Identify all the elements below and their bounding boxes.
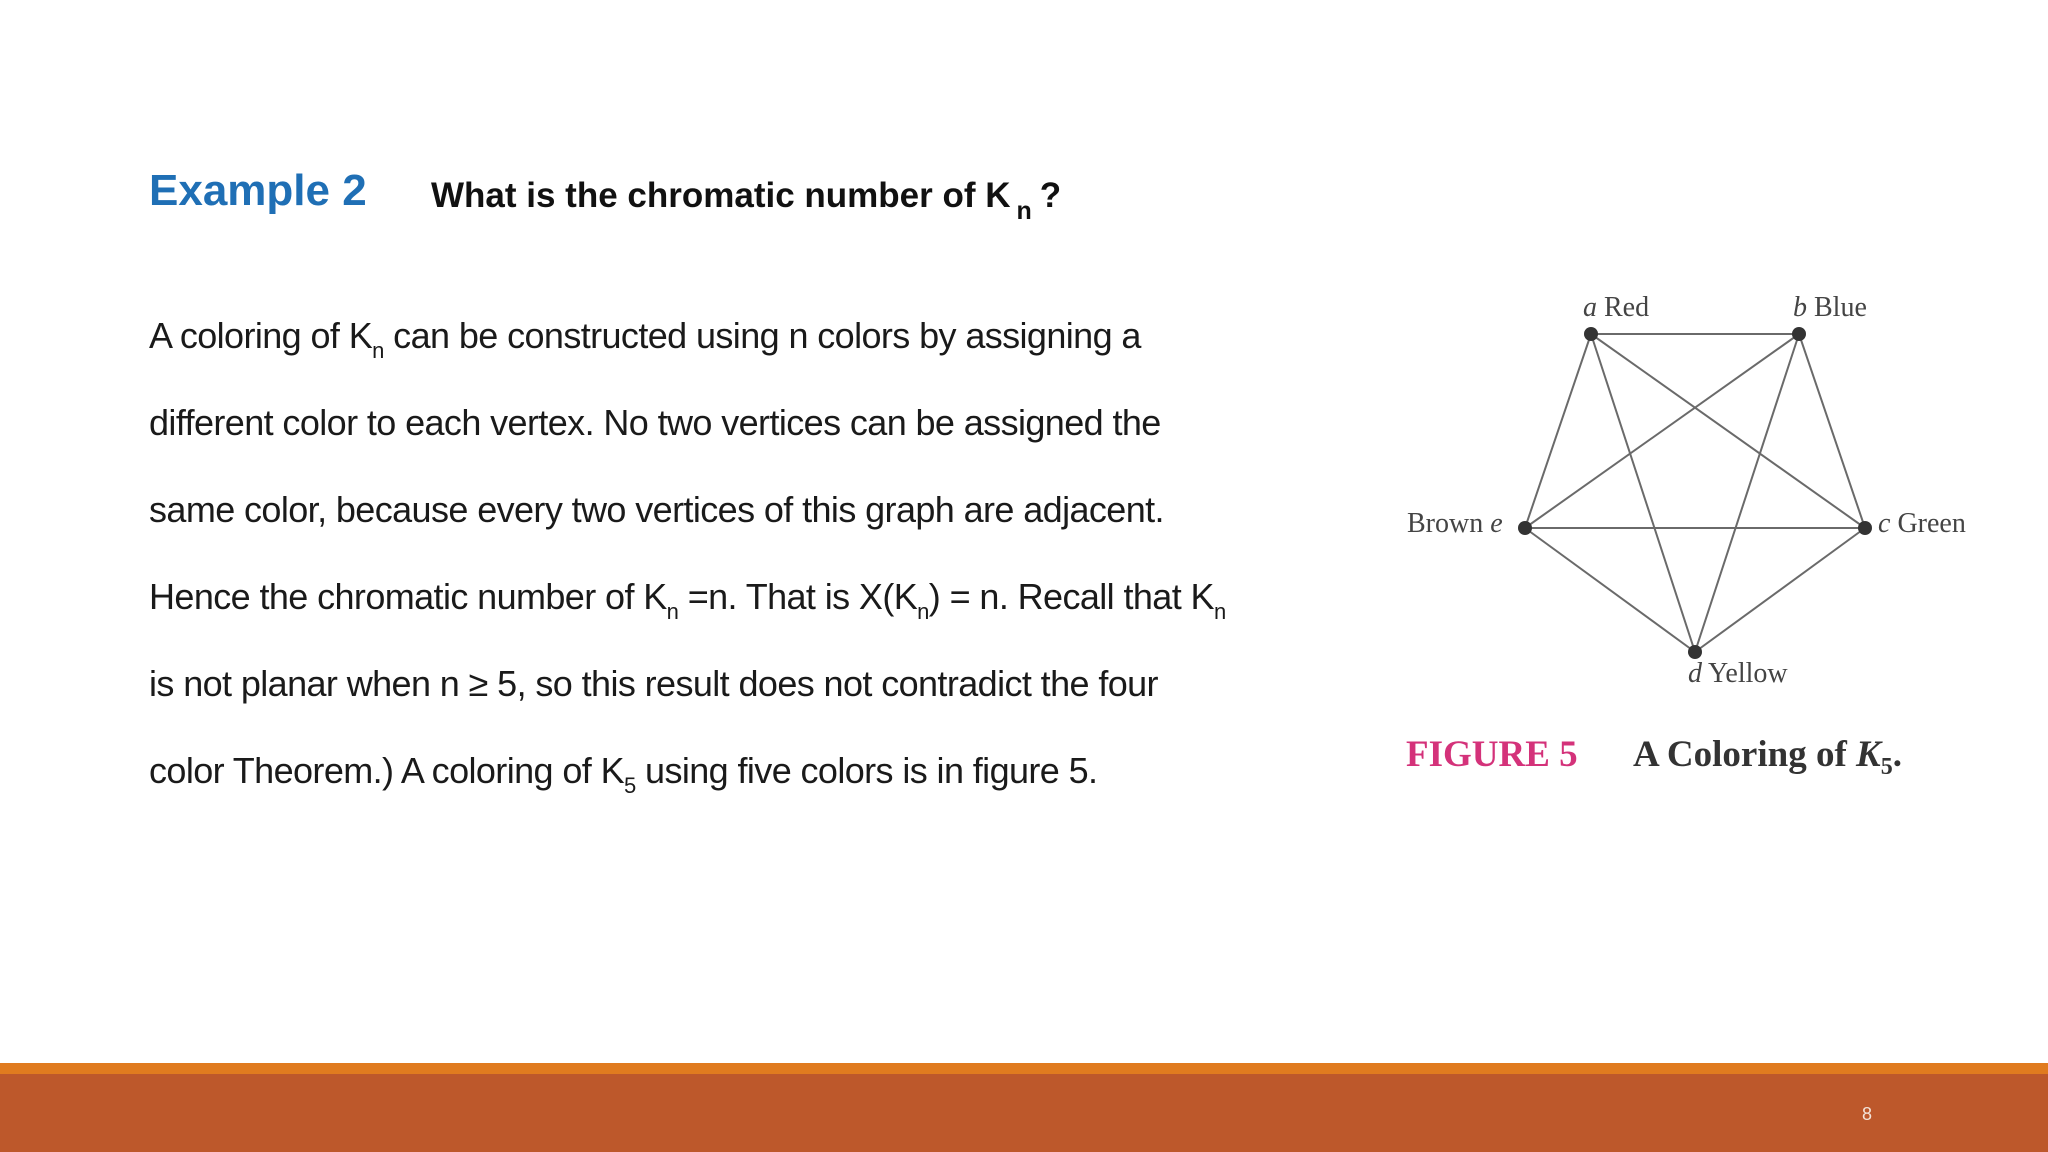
subscript: n	[372, 338, 384, 363]
graph-vertex-d	[1688, 645, 1702, 659]
vertex-letter: c	[1878, 508, 1891, 539]
vertex-label-b	[1793, 292, 1867, 324]
vertex-label-c	[1878, 508, 1966, 540]
text-span: can be constructed using n colors by assigning a	[383, 315, 1141, 356]
graph-edge-ac	[1591, 334, 1865, 528]
graph-vertex-c	[1858, 521, 1872, 535]
caption-period: .	[1892, 734, 1902, 775]
figure-caption	[1633, 733, 1902, 780]
graph-edge-bd	[1695, 334, 1799, 652]
subscript: n	[1213, 599, 1226, 624]
graph-edge-be	[1525, 334, 1799, 528]
example-label: Example 2	[149, 166, 367, 215]
vertex-letter: a	[1583, 292, 1597, 323]
vertex-color-name: Red	[1604, 292, 1650, 323]
text-span: using five colors is in figure 5.	[635, 750, 1098, 791]
text-span: color Theorem.) A coloring of K	[149, 750, 624, 791]
vertex-label-a	[1583, 292, 1649, 324]
caption-span: A Coloring of	[1633, 734, 1857, 775]
text-span: ) = n. Recall that K	[928, 576, 1214, 617]
text-span: A coloring of K	[149, 315, 373, 356]
graph-edge-cd	[1695, 528, 1865, 652]
graph-edge-ad	[1591, 334, 1695, 652]
vertex-label-d	[1688, 658, 1788, 690]
vertex-letter: e	[1490, 508, 1503, 539]
body-line-5: is not planar when n ≥ 5, so this result does not contradict the four	[149, 663, 1158, 704]
vertex-letter: d	[1688, 658, 1702, 689]
body-line-6	[149, 745, 1299, 832]
caption-k: K	[1856, 734, 1881, 775]
vertex-color-name: Green	[1897, 508, 1966, 539]
graph-edge-de	[1525, 528, 1695, 652]
subscript: n	[666, 599, 679, 624]
body-line-1	[149, 310, 1299, 397]
question-heading	[431, 176, 1062, 225]
graph-vertex-b	[1792, 327, 1806, 341]
footer-accent-line	[0, 1063, 2048, 1074]
graph-vertex-e	[1518, 521, 1532, 535]
question-subscript: n	[1016, 197, 1032, 225]
graph-vertex-a	[1584, 327, 1598, 341]
subscript: 5	[623, 773, 636, 798]
vertex-color-name: Brown	[1407, 508, 1484, 539]
question-text: What is the chromatic number of K	[431, 176, 1011, 215]
caption-subscript: 5	[1880, 754, 1893, 780]
k5-graph	[1395, 280, 1995, 700]
footer-bar	[0, 1074, 2048, 1152]
graph-edge-ae	[1525, 334, 1591, 528]
body-paragraph	[149, 310, 1299, 832]
figure-label: FIGURE 5	[1406, 734, 1578, 775]
vertex-color-name: Yellow	[1707, 658, 1788, 689]
question-mark: ?	[1039, 176, 1062, 215]
graph-edge-bc	[1799, 334, 1865, 528]
k5-figure	[1395, 280, 1995, 800]
vertex-letter: b	[1793, 292, 1807, 323]
subscript: n	[917, 599, 929, 624]
body-line-4	[149, 571, 1299, 658]
body-line-2: different color to each vertex. No two vertices can be assigned the	[149, 402, 1161, 443]
vertex-label-e	[1407, 508, 1503, 540]
page-number: 8	[1861, 1104, 1872, 1124]
vertex-color-name: Blue	[1814, 292, 1867, 323]
text-span: Hence the chromatic number of K	[149, 576, 667, 617]
text-span: =n. That is X(K	[678, 576, 918, 617]
body-line-3: same color, because every two vertices of this graph are adjacent.	[149, 489, 1164, 530]
